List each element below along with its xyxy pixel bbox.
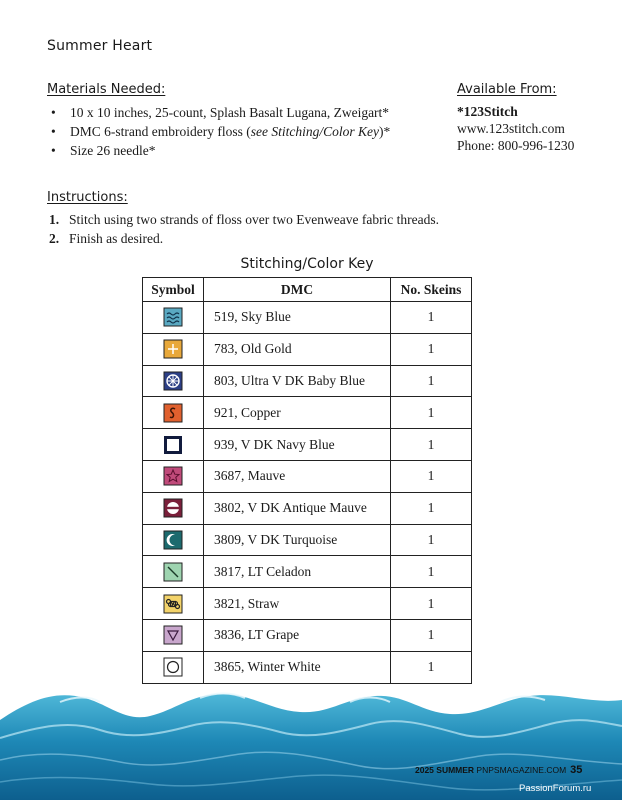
- skeins-cell: 1: [391, 397, 472, 429]
- table-row: [143, 333, 472, 365]
- symbol-cell: [143, 556, 204, 588]
- dmc-cell: 3802, V DK Antique Mauve: [204, 492, 391, 524]
- step-number: 1.: [49, 212, 60, 227]
- wheel-symbol-icon: [163, 371, 183, 391]
- footer-issue: 2025 SUMMER: [415, 765, 475, 775]
- skeins-cell: 1: [391, 556, 472, 588]
- triangle-symbol-icon: [163, 625, 183, 645]
- ocean-waves-banner: [0, 680, 622, 800]
- dmc-cell: 3865, Winter White: [204, 651, 391, 683]
- skeins-cell: 1: [391, 524, 472, 556]
- symbol-cell: [143, 333, 204, 365]
- table-row: [143, 460, 472, 492]
- step-text: Stitch using two strands of floss over two Evenweave fabric threads.: [69, 212, 440, 227]
- instructions-list: [47, 210, 439, 248]
- vendor-phone: Phone: 800-996-1230: [457, 138, 575, 153]
- table-row: [143, 429, 472, 461]
- step-number: 2.: [49, 231, 60, 246]
- symbol-cell: [143, 460, 204, 492]
- material-text: )*: [378, 124, 391, 139]
- symbol-cell: [143, 429, 204, 461]
- skeins-cell: 1: [391, 651, 472, 683]
- column-header-dmc: DMC: [204, 278, 391, 302]
- color-key-title: Stitching/Color Key: [240, 256, 374, 272]
- column-header-skeins: No. Skeins: [391, 278, 472, 302]
- circle-outline-symbol-icon: [163, 657, 183, 677]
- waves-symbol-icon: [163, 307, 183, 327]
- symbol-cell: [143, 397, 204, 429]
- table-row: [143, 365, 472, 397]
- material-text: Size 26 needle*: [70, 143, 156, 158]
- table-row: [143, 556, 472, 588]
- list-item: [47, 103, 390, 122]
- symbol-cell: [143, 492, 204, 524]
- skeins-cell: 1: [391, 588, 472, 620]
- dmc-cell: 3817, LT Celadon: [204, 556, 391, 588]
- materials-heading: Materials Needed:: [47, 82, 166, 97]
- vendor-website: www.123stitch.com: [457, 121, 565, 136]
- table-row: [143, 397, 472, 429]
- list-item: [47, 210, 439, 229]
- vendor-name: *123Stitch: [457, 104, 518, 119]
- skeins-cell: 1: [391, 492, 472, 524]
- skeins-cell: 1: [391, 333, 472, 365]
- symbol-cell: [143, 651, 204, 683]
- list-item: [47, 229, 439, 248]
- star-symbol-icon: [163, 466, 183, 486]
- materials-list: [47, 103, 390, 160]
- circle-bar-symbol-icon: [163, 498, 183, 518]
- page-title: Summer Heart: [47, 38, 153, 54]
- table-row: [143, 588, 472, 620]
- instructions-heading: Instructions:: [47, 190, 128, 205]
- symbol-cell: [143, 365, 204, 397]
- column-header-symbol: Symbol: [143, 278, 204, 302]
- list-item: [47, 122, 390, 141]
- color-key-table: [142, 277, 472, 684]
- page-number: 35: [570, 764, 583, 776]
- dmc-cell: 803, Ultra V DK Baby Blue: [204, 365, 391, 397]
- table-row: [143, 619, 472, 651]
- skeins-cell: 1: [391, 365, 472, 397]
- available-block: [457, 103, 574, 154]
- dmc-cell: 3809, V DK Turquoise: [204, 524, 391, 556]
- symbol-cell: [143, 588, 204, 620]
- table-row: [143, 524, 472, 556]
- available-heading: Available From:: [457, 82, 557, 97]
- dmc-cell: 3836, LT Grape: [204, 619, 391, 651]
- table-row: [143, 492, 472, 524]
- dmc-cell: 939, V DK Navy Blue: [204, 429, 391, 461]
- skeins-cell: 1: [391, 302, 472, 334]
- dmc-cell: 3687, Mauve: [204, 460, 391, 492]
- material-text: 10 x 10 inches, 25-count, Splash Basalt Lugana, Zweigart*: [70, 105, 390, 120]
- page-footer: [415, 764, 582, 776]
- watermark: PassionForum.ru: [519, 783, 592, 794]
- material-text-italic: see Stitching/Color Key: [250, 124, 379, 139]
- dmc-cell: 519, Sky Blue: [204, 302, 391, 334]
- footer-site: PNPSMAGAZINE.COM: [474, 765, 567, 775]
- square-outline-symbol-icon: [163, 435, 183, 455]
- symbol-cell: [143, 619, 204, 651]
- step-text: Finish as desired.: [69, 231, 164, 246]
- skeins-cell: 1: [391, 460, 472, 492]
- symbol-cell: [143, 302, 204, 334]
- crescent-symbol-icon: [163, 530, 183, 550]
- dmc-cell: 783, Old Gold: [204, 333, 391, 365]
- table-row: [143, 651, 472, 683]
- list-item: [47, 141, 390, 160]
- dmc-cell: 3821, Straw: [204, 588, 391, 620]
- diagonal-line-symbol-icon: [163, 562, 183, 582]
- table-row: [143, 302, 472, 334]
- s-curve-symbol-icon: [163, 403, 183, 423]
- table-header-row: [143, 278, 472, 302]
- dmc-cell: 921, Copper: [204, 397, 391, 429]
- skeins-cell: 1: [391, 619, 472, 651]
- material-text: DMC 6-strand embroidery floss (: [70, 124, 251, 139]
- plus-symbol-icon: [163, 339, 183, 359]
- symbol-cell: [143, 524, 204, 556]
- skeins-cell: 1: [391, 429, 472, 461]
- command-symbol-icon: [163, 594, 183, 614]
